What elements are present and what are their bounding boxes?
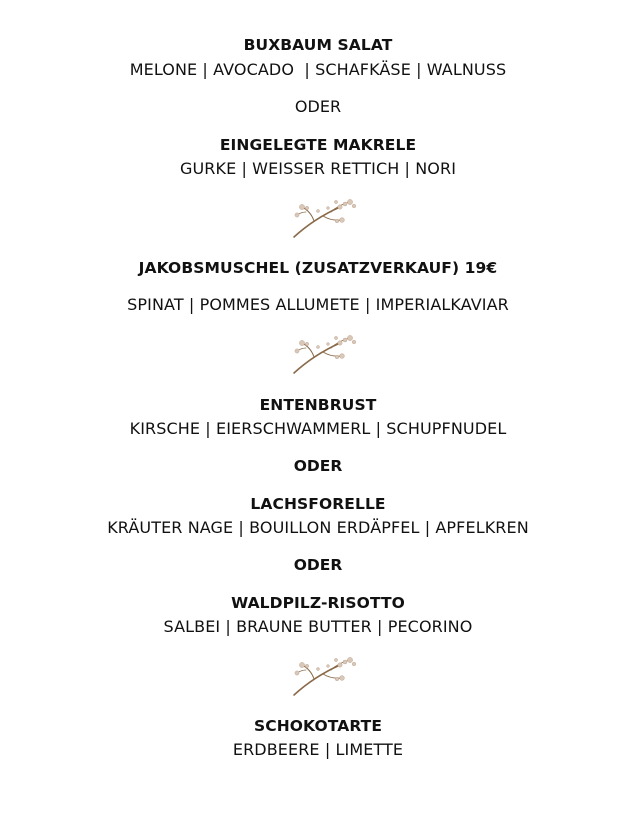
dish-title-lachsforelle: LACHSFORELLE	[250, 495, 386, 513]
dish-title-eingelegte-makrele: EINGELEGTE MAKRELE	[219, 136, 417, 154]
dish-title-waldpilz-risotto: WALDPILZ-RISOTTO	[231, 594, 405, 612]
dish-description-eingelegte-makrele: GURKE | WEISSER RETTICH | NORI	[179, 159, 457, 178]
dish-title-schokotarte: SCHOKOTARTE	[253, 717, 383, 735]
dish-description-waldpilz-risotto: SALBEI | BRAUNE BUTTER | PECORINO	[163, 617, 473, 636]
or-separator: ODER	[294, 97, 342, 116]
dish-description-jakobsmuschel: SPINAT | POMMES ALLUMETE | IMPERIALKAVIAR	[127, 295, 509, 314]
dish-title-entenbrust: ENTENBRUST	[259, 396, 377, 414]
dish-title-jakobsmuschel: JAKOBSMUSCHEL (ZUSATZVERKAUF) 19€	[138, 259, 498, 277]
cherry-blossom-branch-icon	[290, 654, 360, 698]
dish-description-lachsforelle: KRÄUTER NAGE | BOUILLON ERDÄPFEL | APFELKREN	[107, 518, 529, 537]
or-separator: ODER	[293, 556, 343, 574]
cherry-blossom-branch-icon	[290, 332, 360, 376]
dish-description-entenbrust: KIRSCHE | EIERSCHWAMMERL | SCHUPFNUDEL	[129, 419, 507, 438]
or-separator: ODER	[293, 457, 343, 475]
dish-title-buxbaum-salat: BUXBAUM SALAT	[243, 36, 393, 54]
cherry-blossom-branch-icon	[290, 196, 360, 240]
dish-description-buxbaum-salat: MELONE | AVOCADO | SCHAFKÄSE | WALNUSS	[129, 60, 507, 79]
dish-description-schokotarte: ERDBEERE | LIMETTE	[232, 740, 404, 759]
